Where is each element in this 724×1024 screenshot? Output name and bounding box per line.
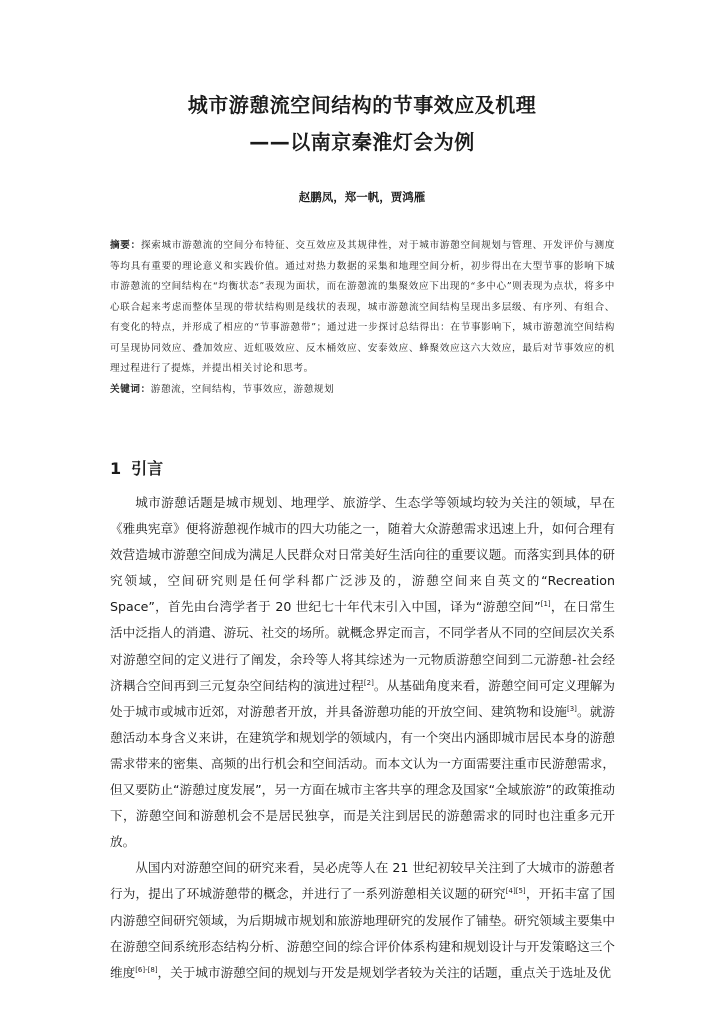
paragraph-text: 。就游憩活动本身含义来讲，在建筑学和规划学的领域内，有一个突出内涵即城市居民本身的游憩需求带来的密集、高频的出行机会和空间活动。而本文认为一方面需要注重市民游憩需求，但又要防止“游憩过度发展”，另一方面在城市主客共享的理念及国家“全域旅游”的政策推动下，游憩空间和游憩机会不是居民独享，而是关注到居民的游憩需求的同时也注重多元开放。 — [110, 703, 616, 850]
paper-subtitle: ——以南京秦淮灯会为例 — [249, 130, 475, 154]
paragraph-text: 城市游憩话题是城市规划、地理学、旅游学、生态学等领域均较为关注的领域，早在《雅典宪章》便将游憩视作城市的四大功能之一，随着大众游憩需求迅速上升，如何合理有效营造城市游憩空间成为满足人民群众对日常美好生活向往的重要议题。而落实到具体的研究领域，空间研究则是任何学科都广泛涉及的，游憩空间来自英文的“Recreation Space”，首先由台湾学者于 20 世纪七十年代末引入中国，译为“游憩空间” — [110, 495, 615, 615]
abstract-label: 摘要： — [110, 240, 141, 251]
citation: [1] — [540, 600, 551, 609]
paragraph-text: 。从基础角度来看，游憩空间可定义理解为处于城市或城市近郊，对游憩者开放，并具备游憩功能的开放空间、建筑物和设施 — [110, 677, 616, 719]
section-number: 1 — [110, 459, 122, 478]
keywords-text: 游憩流，空间结构，节事效应，游憩规划 — [150, 384, 335, 395]
abstract — [110, 236, 615, 380]
paragraph-text: ，在日常生活中泛指人的消遣、游玩、社交的场所。就概念界定而言，不同学者从不同的空间层次关系对游憩空间的定义进行了阐发，余玲等人将其综述为一元物质游憩空间到二元游憩-社会经济耦合空间再到三元复杂空间结构的演进过程 — [110, 599, 616, 693]
section-heading — [110, 456, 163, 479]
paper-title: 城市游憩流空间结构的节事效应及机理 — [187, 93, 537, 117]
citation: [6]-[8] — [135, 965, 158, 974]
keywords-label: 关键词： — [110, 384, 151, 395]
body-text — [110, 490, 615, 986]
abstract-text: 探索城市游憩流的空间分布特征、交互效应及其规律性，对于城市游憩空间规划与管理、开发评价与测度等均具有重要的理论意义和实践价值。通过对热力数据的采集和地理空间分析，初步得出在大型节事的影响下城市游憩流的空间结构在“均衡状态”表现为面状，而在游憩流的集聚效应下出现的“多中心”则表现为点状，将多中心联合起来考虑而整体呈现的带状结构则是线状的表现，城市游憩流空间结构呈现出多层级、有序列、有组合、有变化的特点，并形成了相应的“节事游憩带”；通过进一步探讨总结得出：在节事影响下，城市游憩流空间结构可呈现协同效应、叠加效应、近虹吸效应、反木桶效应、安泰效应、蜂聚效应这六大效应，最后对节事效应的机理过程进行了提炼，并提出相关讨论和思考。 — [110, 240, 615, 374]
paragraph-text: 从国内对游憩空间的研究来看，吴必虎等人在 21 世纪初较早关注到了大城市的游憩者行为，提出了环城游憩带的概念，并进行了一系列游憩相关议题的研究 — [110, 860, 615, 902]
citation: [3] — [567, 704, 577, 713]
keywords — [110, 380, 615, 400]
author-list: 赵鹏凤，郑一帆，贾鸿雁 — [298, 190, 426, 204]
paragraph-text: ，开拓丰富了国内游憩空间研究领域，为后期城市规划和旅游地理研究的发展作了铺垫。研究领域主要集中在游憩空间系统形态结构分析、游憩空间的综合评价体系构建和规划设计与开发策略这三个维度 — [110, 886, 616, 980]
paragraph-2 — [110, 855, 615, 985]
section-title: 引言 — [131, 459, 164, 478]
citation: [2] — [363, 678, 374, 687]
paragraph-1 — [110, 490, 615, 855]
paragraph-text: ，关于城市游憩空间的规划与开发是规划学者较为关注的话题，重点关于选址及优 — [157, 964, 611, 980]
citation: [4][5] — [505, 887, 526, 896]
